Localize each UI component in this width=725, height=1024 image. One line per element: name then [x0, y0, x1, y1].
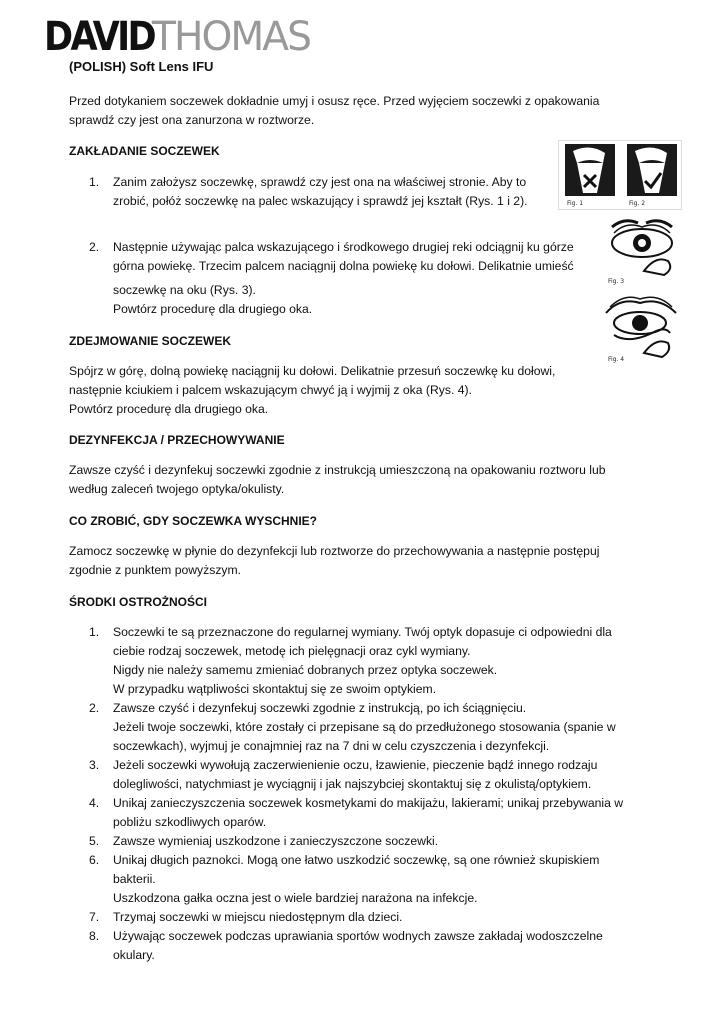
paragraph-line: według zaleceń twojego optyka/okulisty. — [69, 482, 285, 496]
list-item — [89, 794, 629, 832]
logo-thomas: THOMAS — [151, 14, 311, 58]
figure-4 — [600, 293, 682, 365]
list-line: okulary. — [113, 948, 155, 962]
paragraph-line: Zamocz soczewkę w płynie do dezynfekcji lub roztworze do przechowywania a następnie postępuj — [69, 544, 600, 558]
list-number: 1. — [89, 175, 100, 189]
logo-david: DAVID — [44, 14, 156, 58]
list-line: zrobić, połóż soczewkę na palec wskazujący i sprawdź jej kształt (Rys. 1 i 2). — [113, 194, 528, 208]
list-line: bakterii. — [113, 872, 156, 886]
lens-removal-illustration — [600, 293, 682, 365]
fig2-caption: Fig. 2 — [629, 200, 646, 207]
insert-steps — [89, 173, 539, 211]
list-line: Jeżeli twoje soczewki, które zostały ci przepisane są do przedłużonego stosowania (spanie w — [113, 720, 616, 734]
list-item — [89, 756, 629, 794]
list-number: 2. — [89, 240, 100, 254]
fig3-caption: Fig. 3 — [608, 278, 625, 285]
list-number: 2. — [89, 701, 100, 715]
list-line: Zawsze wymieniaj uszkodzone i zanieczyszczone soczewki. — [113, 834, 439, 848]
list-line: Soczewki te są przeznaczone do regularnej wymiany. Twój optyk dopasuje ci odpowiedni dla — [113, 625, 612, 639]
logo-wordmark — [44, 12, 314, 58]
fig4-caption: Fig. 4 — [608, 356, 625, 363]
paragraph-line: Zawsze czyść i dezynfekuj soczewki zgodnie z instrukcją umieszczoną na opakowaniu roztworu lub — [69, 463, 606, 477]
list-item — [89, 623, 629, 699]
heading-precautions: ŚRODKI OSTROŻNOŚCI — [69, 595, 208, 609]
paragraph-line: następnie kciukiem i palcem wskazującym chwyć ją i wyjmij z oka (Rys. 4). — [69, 383, 472, 397]
paragraph-line: zgodnie z punktem powyższym. — [69, 563, 242, 577]
paragraph-line: Spójrz w górę, dolną powiekę naciągnij ku dołowi. Delikatnie przesuń soczewkę ku dołowi, — [69, 364, 556, 378]
heading-remove: ZDEJMOWANIE SOCZEWEK — [69, 334, 232, 348]
list-line: Unikaj długich paznokci. Mogą one łatwo uszkodzić soczewkę, są one również skupiskiem — [113, 853, 600, 867]
heading-disinfect: DEZYNFEKCJA / PRZECHOWYWANIE — [69, 433, 285, 447]
list-line: Używając soczewek podczas uprawiania sportów wodnych zawsze zakładaj wodoszczelne — [113, 929, 603, 943]
intro-line: Przed dotykaniem soczewek dokładnie umyj i osusz ręce. Przed wyjęciem soczewki z opakowania — [69, 94, 600, 108]
fig1-caption: Fig. 1 — [567, 200, 584, 207]
intro-line: sprawdź czy jest ona zanurzona w roztworze. — [69, 113, 315, 127]
list-item — [89, 851, 629, 908]
list-item — [89, 173, 539, 211]
list-number: 3. — [89, 758, 100, 772]
disinfect-paragraph — [69, 461, 629, 499]
figure-1-2 — [558, 140, 682, 210]
list-line: Uszkodzona gałka oczna jest o wiele bardziej narażona na infekcje. — [113, 891, 478, 905]
list-line: soczewkach), wyjmuj je conajmniej raz na 7 dni w celu czyszczenia i dezynfekcji. — [113, 739, 550, 753]
paragraph-line: Powtórz procedurę dla drugiego oka. — [69, 402, 269, 416]
list-line: Zanim założysz soczewkę, sprawdź czy jest ona na właściwej stronie. Aby to — [113, 175, 527, 189]
list-item — [89, 927, 629, 965]
intro-paragraph — [69, 92, 629, 130]
list-line: Jeżeli soczewki wywołują zaczerwienienie oczu, łzawienie, pieczenie bądź innego rodzaju — [113, 758, 598, 772]
list-item — [89, 832, 629, 851]
list-line: W przypadku wątpliwości skontaktuj się ze swoim optykiem. — [113, 682, 437, 696]
remove-paragraph — [69, 362, 589, 419]
lens-insertion-illustration — [604, 213, 680, 287]
list-line: górna powiekę. Trzecim palcem naciągnij dolna powiekę ku dołowi. Delikatnie umieść — [113, 259, 574, 273]
list-number: 4. — [89, 796, 100, 810]
page-title: (POLISH) Soft Lens IFU — [69, 59, 214, 74]
brand-logo — [44, 12, 314, 58]
heading-dry: CO ZROBIĆ, GDY SOCZEWKA WYSCHNIE? — [69, 514, 318, 528]
list-number: 5. — [89, 834, 100, 848]
list-line: Powtórz procedurę dla drugiego oka. — [113, 302, 313, 316]
list-item — [89, 908, 629, 927]
list-line: Nigdy nie należy samemu zmieniać dobranych przez optyka soczewek. — [113, 663, 498, 677]
list-item — [89, 699, 629, 756]
dry-paragraph — [69, 542, 629, 580]
list-line: soczewkę na oku (Rys. 3). — [113, 283, 256, 297]
list-line: Następnie używając palca wskazującego i środkowego drugiej reki odciągnij ku górze — [113, 240, 574, 254]
list-line: ciebie rodzaj soczewek, metodę ich pielęgnacji oraz cykl wymiany. — [113, 644, 471, 658]
list-number: 8. — [89, 929, 100, 943]
list-line: Trzymaj soczewki w miejscu niedostępnym dla dzieci. — [113, 910, 403, 924]
precautions-list — [89, 623, 629, 965]
list-item — [89, 238, 589, 319]
list-number: 6. — [89, 853, 100, 867]
insert-steps-2 — [89, 238, 589, 319]
heading-insert: ZAKŁADANIE SOCZEWEK — [69, 144, 220, 158]
lens-check-illustration — [559, 141, 681, 209]
list-line: Unikaj zanieczyszczenia soczewek kosmetykami do makijażu, lakierami; unikaj przebywania w — [113, 796, 624, 810]
figure-3 — [604, 213, 680, 287]
list-line: dolegliwości, natychmiast je wyciągnij i jak najszybciej skontaktuj się z okulistą/optykiem. — [113, 777, 592, 791]
list-number: 1. — [89, 625, 100, 639]
list-number: 7. — [89, 910, 100, 924]
list-line: Zawsze czyść i dezynfekuj soczewki zgodnie z instrukcją, po ich ściągnięciu. — [113, 701, 527, 715]
list-line: pobliżu szkodliwych oparów. — [113, 815, 267, 829]
